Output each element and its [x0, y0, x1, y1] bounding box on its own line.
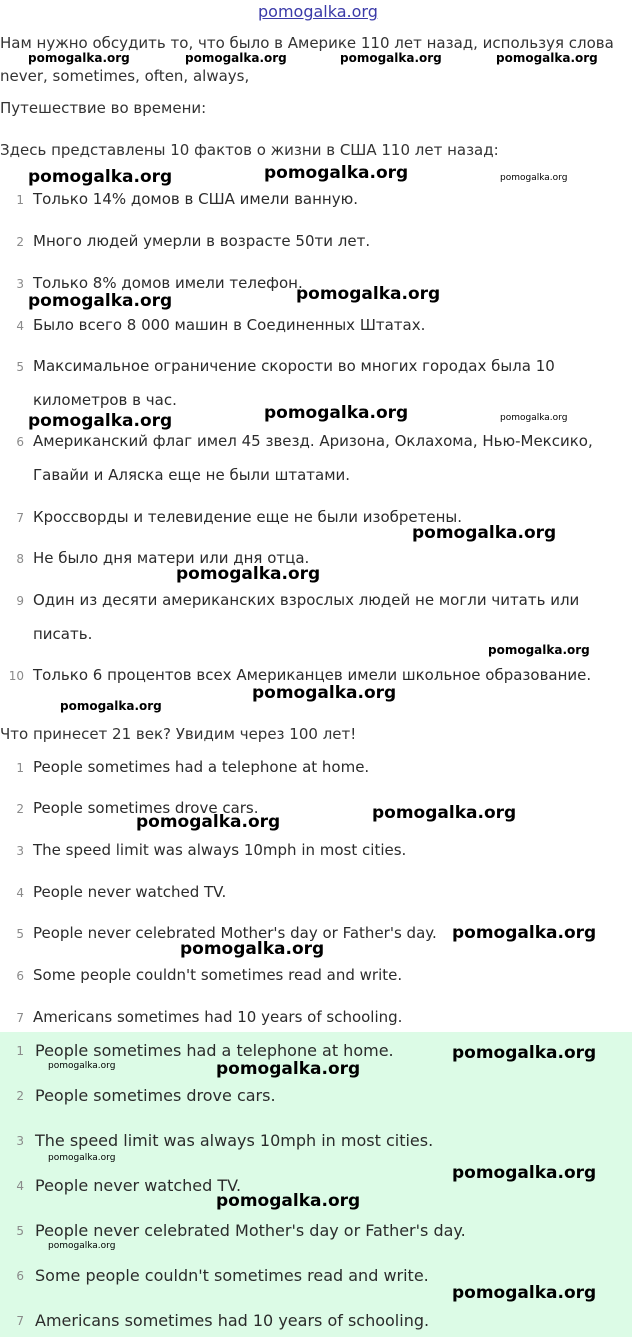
list-item-text: Americans sometimes had 10 years of schooling.: [33, 1008, 403, 1026]
list-item-text: Americans sometimes had 10 years of schooling.: [35, 1311, 430, 1330]
list-item-text: Кроссворды и телевидение еще не были изобретены.: [33, 508, 463, 526]
list-item-number: 2: [16, 1089, 24, 1103]
watermark: pomogalka.org: [452, 1163, 597, 1183]
list-item-text-continued: Гавайи и Аляска еще не были штатами.: [33, 466, 351, 484]
list-item-number: 4: [16, 886, 24, 900]
watermark: pomogalka.org: [452, 923, 597, 943]
list-item-text: Some people couldn't sometimes read and write.: [33, 966, 403, 984]
watermark: pomogalka.org: [136, 812, 281, 832]
list-item-number: 3: [16, 844, 24, 858]
watermark: pomogalka.org: [264, 163, 409, 183]
list-item-text: Только 14% домов в США имели ванную.: [33, 190, 358, 208]
list-item-text: Один из десяти американских взрослых людей не могли читать или: [33, 591, 580, 609]
list-item-number: 8: [16, 552, 24, 566]
watermark: pomogalka.org: [488, 643, 590, 657]
list-item-number: 7: [16, 1314, 24, 1328]
list-item-text: Максимальное ограничение скорости во многих городах была 10: [33, 357, 555, 375]
watermark: pomogalka.org: [28, 411, 173, 431]
list-item-number: 9: [16, 594, 24, 608]
watermark: pomogalka.org: [216, 1059, 361, 1079]
watermark: pomogalka.org: [252, 683, 397, 703]
list-item-number: 5: [16, 1224, 24, 1238]
list-item-text: Только 8% домов имели телефон.: [33, 274, 303, 292]
future-heading: Что принесет 21 век? Увидим через 100 лет!: [0, 725, 357, 743]
watermark: pomogalka.org: [500, 413, 568, 423]
list-item-text: Только 6 процентов всех Американцев имели школьное образование.: [33, 666, 592, 684]
list-item-number: 1: [16, 193, 24, 207]
watermark: pomogalka.org: [176, 564, 321, 584]
travel-heading: Путешествие во времени:: [0, 99, 207, 117]
list-item-text: Не было дня матери или дня отца.: [33, 549, 310, 567]
list-item-number: 3: [16, 1134, 24, 1148]
list-item-text: Много людей умерли в возрасте 50ти лет.: [33, 232, 371, 250]
watermark: pomogalka.org: [48, 1241, 116, 1251]
watermark: pomogalka.org: [500, 173, 568, 183]
list-item-number: 6: [16, 1269, 24, 1283]
list-item-number: 7: [16, 511, 24, 525]
list-item-number: 10: [8, 669, 24, 683]
watermark: pomogalka.org: [180, 939, 325, 959]
watermark: pomogalka.org: [496, 51, 598, 65]
intro-line-2: never, sometimes, often, always,: [0, 67, 250, 85]
list-item-number: 6: [16, 969, 24, 983]
watermark: pomogalka.org: [452, 1043, 597, 1063]
watermark: pomogalka.org: [48, 1061, 116, 1071]
list-item-number: 3: [16, 277, 24, 291]
intro-line-1: Нам нужно обсудить то, что было в Америке 110 лет назад, используя слова: [0, 34, 614, 52]
list-item-text: People sometimes had a telephone at home.: [35, 1041, 394, 1060]
list-item-text: People sometimes drove cars.: [33, 799, 259, 817]
facts-heading: Здесь представлены 10 фактов о жизни в США 110 лет назад:: [0, 141, 499, 159]
watermark: pomogalka.org: [340, 51, 442, 65]
list-item-number: 1: [16, 761, 24, 775]
list-item-text: The speed limit was always 10mph in most cities.: [35, 1131, 434, 1150]
list-item-text: Some people couldn't sometimes read and write.: [35, 1266, 429, 1285]
list-item-text: People sometimes drove cars.: [35, 1086, 276, 1105]
watermark: pomogalka.org: [28, 167, 173, 187]
watermark: pomogalka.org: [372, 803, 517, 823]
watermark: pomogalka.org: [264, 403, 409, 423]
list-item-number: 6: [16, 435, 24, 449]
list-item-text: People never celebrated Mother's day or Father's day.: [33, 924, 437, 942]
list-item-number: 2: [16, 802, 24, 816]
watermark: pomogalka.org: [28, 51, 130, 65]
list-item-number: 5: [16, 927, 24, 941]
list-item-text: People sometimes had a telephone at home.: [33, 758, 370, 776]
list-item-number: 5: [16, 360, 24, 374]
list-item-number: 1: [16, 1044, 24, 1058]
watermark: pomogalka.org: [452, 1283, 597, 1303]
list-item-number: 4: [16, 319, 24, 333]
list-item-text: The speed limit was always 10mph in most cities.: [33, 841, 407, 859]
list-item-text: People never celebrated Mother's day or Father's day.: [35, 1221, 466, 1240]
watermark: pomogalka.org: [296, 284, 441, 304]
watermark: pomogalka.org: [28, 291, 173, 311]
list-item-text-continued: писать.: [33, 625, 93, 643]
watermark: pomogalka.org: [216, 1191, 361, 1211]
watermark: pomogalka.org: [185, 51, 287, 65]
list-item-text-continued: километров в час.: [33, 391, 177, 409]
list-item-number: 2: [16, 235, 24, 249]
list-item-number: 4: [16, 1179, 24, 1193]
list-item-text: People never watched TV.: [35, 1176, 242, 1195]
list-item-text: People never watched TV.: [33, 883, 227, 901]
list-item-number: 7: [16, 1011, 24, 1025]
list-item-text: Было всего 8 000 машин в Соединенных Штатах.: [33, 316, 426, 334]
watermark: pomogalka.org: [60, 699, 162, 713]
watermark: pomogalka.org: [412, 523, 557, 543]
watermark: pomogalka.org: [48, 1153, 116, 1163]
list-item-text: Американский флаг имел 45 звезд. Аризона, Оклахома, Нью-Мексико,: [33, 432, 593, 450]
site-title-link[interactable]: pomogalka.org: [258, 2, 378, 21]
